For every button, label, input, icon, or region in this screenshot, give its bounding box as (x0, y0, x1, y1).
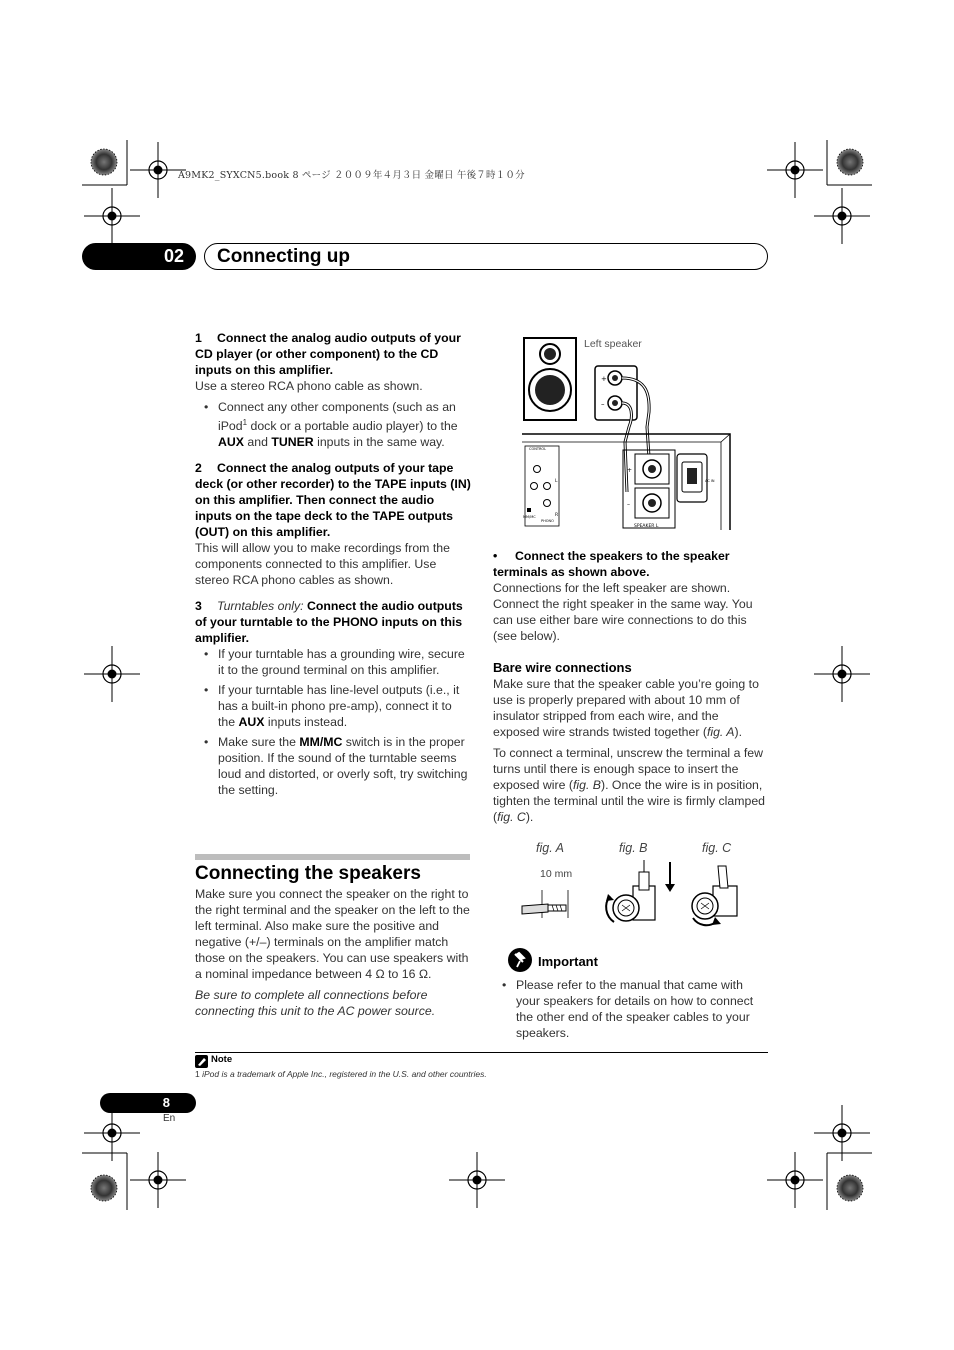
phono-label: PHONO (541, 519, 554, 523)
step-3-bullet-2: • If your turntable has line-level outputs (i.e., it has a built-in phono pre-amp), connect it to the AUX inputs instead. (195, 682, 471, 730)
left-column (195, 330, 471, 798)
color-target-icon (91, 149, 117, 175)
step-3-bullet-1: • If your turntable has a grounding wire, secure it to the ground terminal on this amplifier. (195, 646, 471, 678)
step-3-title: 3 Turntables only: Connect the audio outputs of your turntable to the PHONO inputs on this amplifier. (195, 599, 463, 646)
terminal-tighten-figure (692, 866, 737, 925)
note-label: Note (211, 1054, 233, 1065)
step-3-bullet-3: • Make sure the MM/MC switch is in the proper position. If the sound of the turntable seems loud and distorted, or overly soft, try switching the setting. (195, 734, 471, 798)
chapter-number: 02 (82, 243, 196, 270)
section-rule (195, 854, 470, 860)
crosshair-icon (84, 188, 140, 244)
l-label: L (555, 479, 558, 484)
crosshair-icon (814, 188, 870, 244)
left-speaker-label: Left speaker (584, 338, 642, 350)
ten-mm-label: 10 mm (540, 868, 573, 880)
crosshair-icon (767, 142, 823, 198)
crosshair-icon (84, 646, 140, 702)
note-divider (195, 1052, 768, 1053)
r-label: R (555, 513, 559, 518)
crosshair-icon (814, 646, 870, 702)
connect-speakers-body: Connections for the left speaker are shown. Connect the right speaker in the same way. You can use either bare wire connections to do this (see below). (493, 581, 753, 643)
step-1-body: Use a stereo RCA phono cable as shown. (195, 379, 423, 393)
important-body: • Please refer to the manual that came with your speakers for details on how to connect the other end of the speaker cables to your speakers. (493, 977, 766, 1041)
section-body: Make sure you connect the speaker on the right to the right terminal and the speaker on the left to the left terminal. Also make sure the positive and negative (+/–) terminals on the amplifier match those on the speakers. You can use speakers with a nominal impedance between 4 Ω to 16 Ω. (195, 887, 470, 981)
color-target-icon (91, 1175, 117, 1201)
fig-c-label: fig. C (702, 841, 732, 855)
important-section (493, 977, 766, 1041)
bare-wire-title: Bare wire connections (493, 660, 632, 675)
note-icon (195, 1055, 208, 1068)
right-column (493, 548, 766, 825)
fig-a-label: fig. A (536, 841, 565, 855)
step-1-bullet: • Connect any other components (such as an iPod$^1$ dock or a portable audio player) to the AUX and TUNER inputs in the same way. (195, 399, 471, 450)
stripped-wire-figure (522, 890, 568, 918)
svg-text:–: – (601, 400, 605, 408)
color-target-icon (837, 149, 863, 175)
section-warning: Be sure to complete all connections before connecting this unit to the AC power source. (195, 988, 436, 1018)
fig-b-label: fig. B (619, 841, 648, 855)
crosshair-icon (449, 1152, 505, 1208)
mmmc-label: MM/MC (523, 515, 536, 519)
important-title: Important (538, 954, 598, 969)
step-1-title: 1 Connect the analog audio outputs of your CD player (or other component) to the CD inputs on this amplifier. (195, 331, 461, 377)
speaker-l-label: SPEAKER L (634, 524, 659, 529)
svg-text:+: + (627, 467, 633, 474)
important-icon (507, 947, 533, 973)
crosshair-icon (130, 1152, 186, 1208)
color-target-icon (837, 1175, 863, 1201)
footnote: 1 iPod is a trademark of Apple Inc., registered in the U.S. and other countries. (195, 1069, 487, 1079)
speakers-section (195, 862, 471, 1019)
bare-wire-para-2: To connect a terminal, unscrew the terminal a few turns until there is enough space to insert the exposed wire (fig. B). Once the wire is in position, tighten the terminal until the wire is firmly clamped (fig. C). (493, 746, 766, 824)
ac-in-label: AC IN (705, 479, 715, 483)
printer-slug: A9MK2_SYXCN5.book 8 ページ ２００９年４月３日 金曜日 午後７時１０分 (178, 170, 525, 181)
step-2-body: This will allow you to make recordings from the components connected to this amplifier. Use stereo RCA phono cables as shown. (195, 541, 450, 588)
crosshair-icon (767, 1152, 823, 1208)
bare-wire-figures (518, 856, 743, 931)
chapter-title: Connecting up (204, 243, 768, 270)
terminal-insert-figure (606, 860, 675, 922)
svg-text:+: + (601, 375, 607, 383)
connect-speakers-title: • Connect the speakers to the speaker terminals as shown above. (493, 549, 730, 579)
speaker-connection-diagram (515, 332, 740, 537)
svg-text:–: – (627, 501, 630, 508)
page-number: 8 (100, 1093, 196, 1113)
page-language: En (163, 1113, 176, 1124)
step-2-title: 2 Connect the analog outputs of your tape deck (or other recorder) to the TAPE inputs (IN) on this amplifier. Then connect the audio inputs on the tape deck to the TAPE outputs (OUT) on this amplifier. (195, 461, 471, 540)
control-label: CONTROL (529, 447, 547, 451)
bare-wire-para-1: Make sure that the speaker cable you’re going to use is properly prepared with about 10 mm of insulator stripped from each wire, and the exposed wire strands twisted together (fig. A). (493, 677, 759, 739)
section-title: Connecting the speakers (195, 863, 421, 884)
